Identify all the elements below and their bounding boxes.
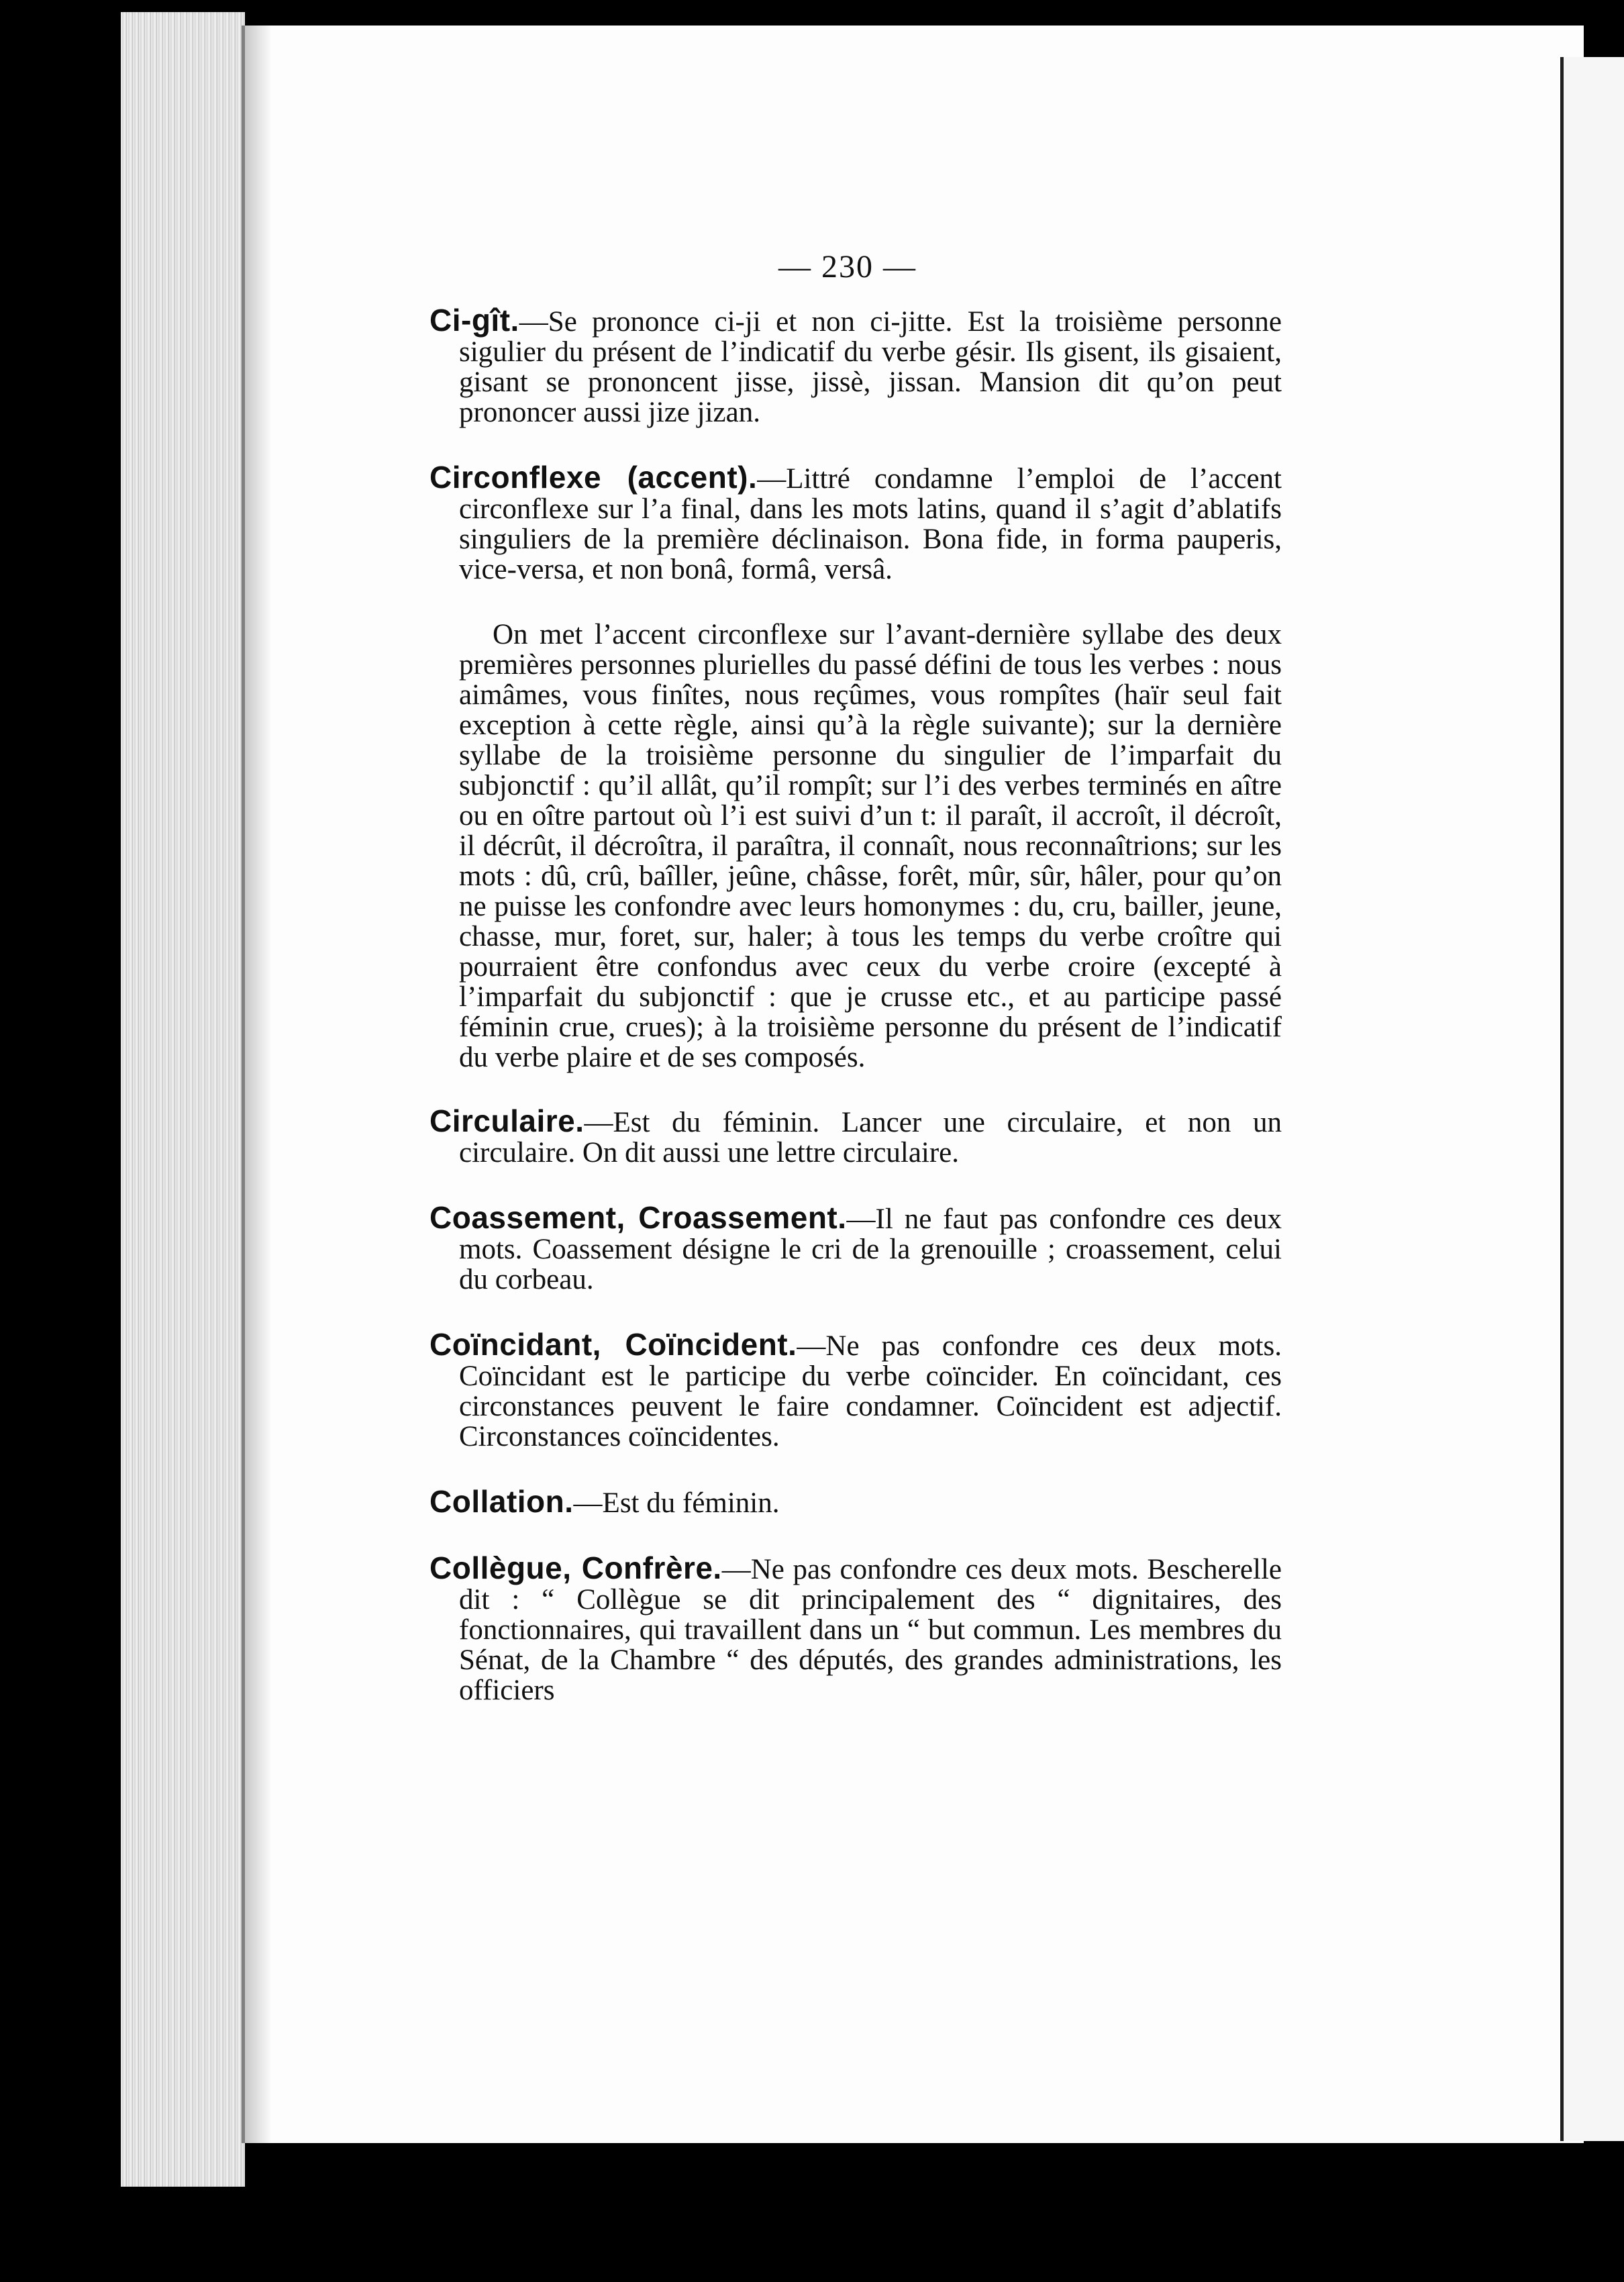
page-edge-stack: [121, 12, 245, 2187]
binding-shadow: [245, 26, 272, 2143]
entry-text: —Est du féminin.: [573, 1487, 780, 1519]
headword: Ci-gît.: [429, 303, 519, 338]
entry-text: —Est du féminin. Lancer une circulaire, et non un circulaire. On dit aussi une lettre circulaire.: [459, 1107, 1282, 1169]
headword: Coassement, Croassement.: [429, 1200, 847, 1235]
entry-circulaire: [429, 1103, 1282, 1169]
page-number: — 230 —: [778, 249, 917, 285]
next-page-edge: [1560, 57, 1624, 2141]
entry-collegue: [429, 1550, 1282, 1706]
entry-ci-git: [429, 305, 1282, 428]
entry-text-continued: On met l’accent circonflexe sur l’avant-dernière syllabe des deux premières personnes plurielles du passé défini de tous les verbes : nous aimâmes, vous finîtes, nous reçûmes, vous rompîtes (haïr seul fait exception à cette règle, ainsi qu’à la règle suivante); sur la dernière syllabe de la troisième personne du singulier de l’imparfait du subjonctif : qu’il allât, qu’il rompît; sur l’i des verbes terminés en aître ou en oître partout où l’i est suivi d’un t: il paraît, il accroît, il décroît, il décrût, il décroîtra, il paraîtra, il connaît, nous reconnaîtrions; sur les mots : dû, crû, baîller, jeûne, châsse, forêt, mûr, sûr, hâler, pour qu’on ne puisse les confondre avec leurs homonymes : du, cru, bailler, jeune, chasse, mur, foret, sur, haler; à tous les temps du verbe croître qui pourraient être confondus avec ceux du verbe croire (excepté à l’imparfait du subjonctif : que je crusse etc., et au participe passé féminin crue, crues); à la troisième personne du présent de l’indicatif du verbe plaire et de ses composés.: [459, 619, 1282, 1073]
headword: Collation.: [429, 1484, 574, 1519]
entry-circonflexe-paragraph: [429, 619, 1282, 1073]
entry-text: —Il ne faut pas confondre ces deux mots. Coassement désigne le cri de la grenouille ; croassement, celui du corbeau.: [459, 1203, 1282, 1295]
headword: Circulaire.: [429, 1103, 585, 1138]
entry-text: —Littré condamne l’emploi de l’accent circonflexe sur l’a final, dans les mots latins, quand il s’agit d’ablatifs singuliers de la première déclinaison. Bona fide, in forma pauperis, vice-versa, et non bonâ, formâ, versâ.: [459, 463, 1282, 585]
entry-text: —Ne pas confondre ces deux mots. Bescherelle dit : “ Collègue se dit principalement des “ dignitaires, des fonctionnaires, qui travaillent dans un “ but commun. Les membres du Sénat, de la Chambre “ des députés, des grandes administrations, les officiers: [459, 1554, 1282, 1706]
entry-coincidant: [429, 1327, 1282, 1452]
entry-circonflexe: [429, 462, 1282, 585]
dictionary-entries: [429, 305, 1282, 1740]
entry-text: —Se prononce ci-ji et non ci-jitte. Est la troisième personne sigulier du présent de l’indicatif du verbe gésir. Ils gisent, ils gisaient, gisant se prononcent jisse, jissè, jissan. Mansion dit qu’on peut prononcer aussi jize jizan.: [459, 306, 1282, 428]
entry-coassement: [429, 1200, 1282, 1295]
headword: Collègue, Confrère.: [429, 1550, 722, 1585]
entry-text: —Ne pas confondre ces deux mots. Coïncidant est le participe du verbe coïncider. En coïncidant, ces circonstances peuvent le faire condamner. Coïncident est adjectif. Circonstances coïncidentes.: [459, 1330, 1282, 1452]
entry-collation: [429, 1484, 1282, 1519]
headword: Circonflexe (accent).: [429, 460, 758, 495]
headword: Coïncidant, Coïncident.: [429, 1327, 797, 1362]
